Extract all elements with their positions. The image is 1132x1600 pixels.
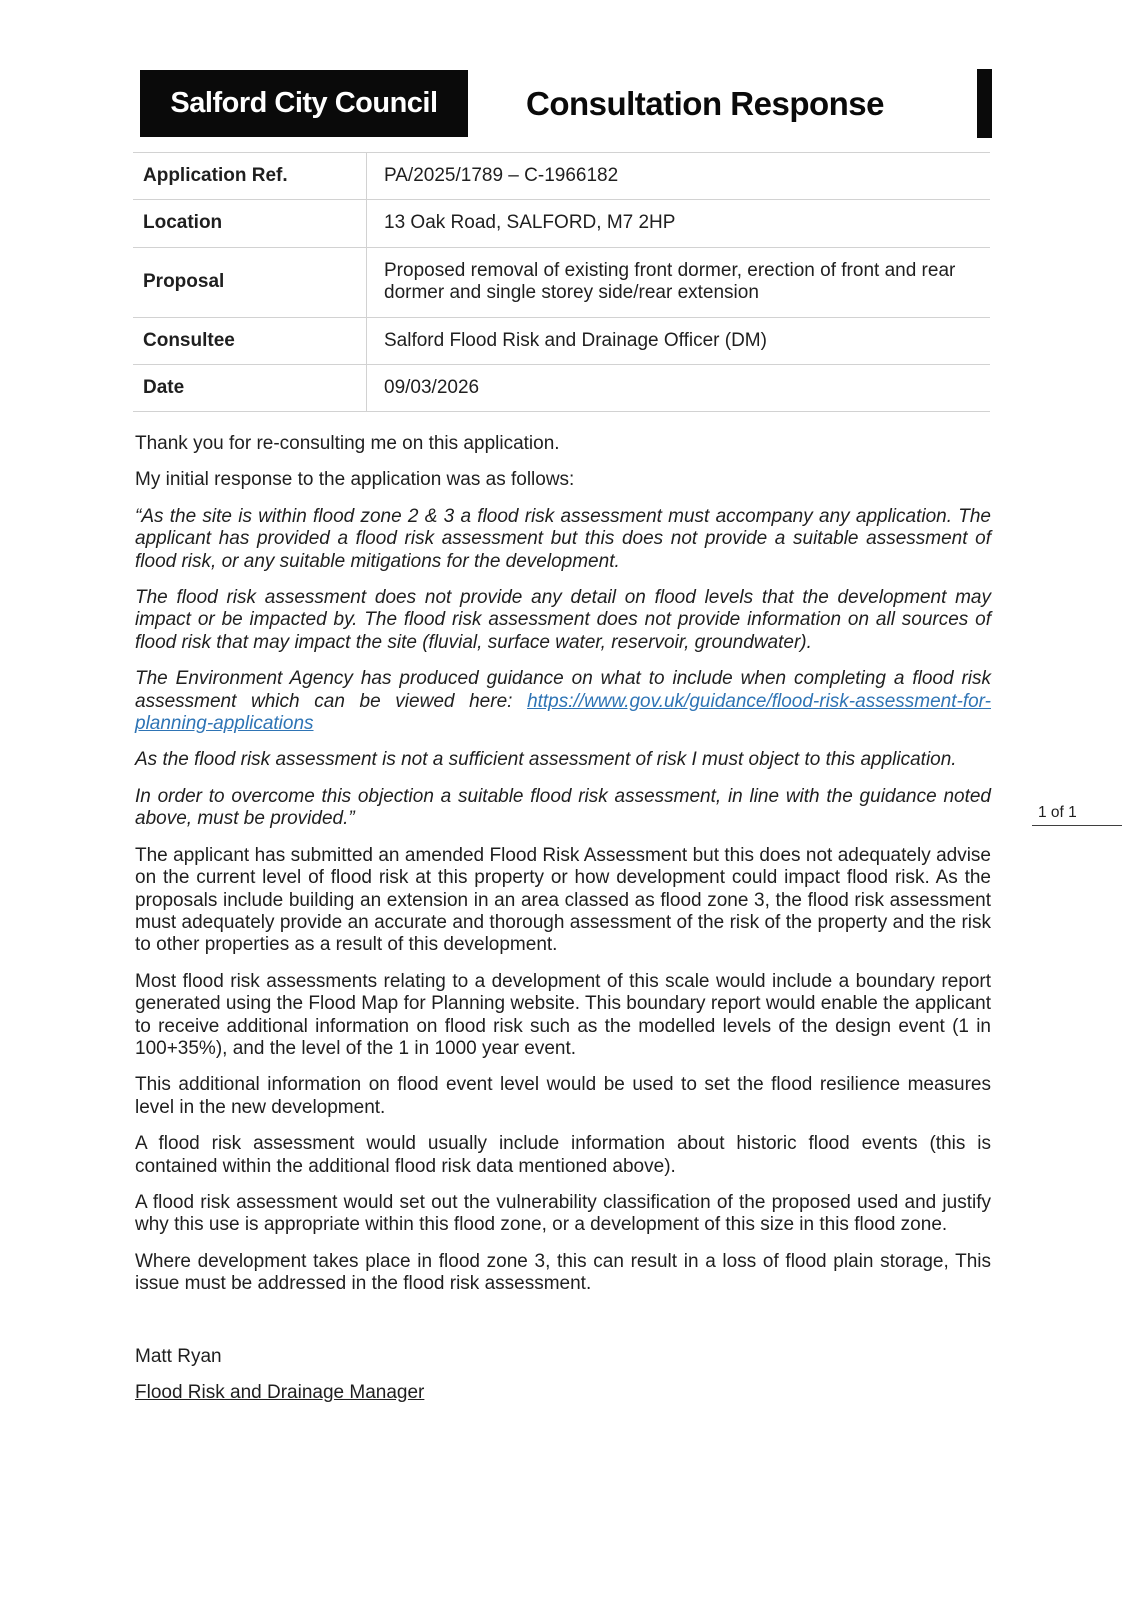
row-label-consultee: Consultee bbox=[133, 317, 367, 364]
body-paragraph: The Environment Agency has produced guidance on what to include when completing a flood risk assessment which can be viewed here: https://www.gov.uk/guidance/flood-risk-assessment-for-planning-applications bbox=[135, 668, 991, 735]
row-value-location: 13 Oak Road, SALFORD, M7 2HP bbox=[367, 200, 991, 247]
table-row bbox=[133, 200, 990, 247]
page-title: Consultation Response bbox=[525, 84, 885, 122]
row-label-proposal: Proposal bbox=[133, 247, 367, 317]
council-logo bbox=[140, 70, 468, 137]
table-row bbox=[133, 365, 990, 412]
body-paragraph: This additional information on flood event level would be used to set the flood resilience measures level in the new development. bbox=[135, 1074, 991, 1118]
body-paragraph: “As the site is within flood zone 2 & 3 a flood risk assessment must accompany any application. The applicant has provided a flood risk assessment but this does not provide a suitable assessment of flood risk, or any suitable mitigations for the development. bbox=[135, 505, 991, 572]
body-paragraphs bbox=[135, 433, 991, 1418]
body-paragraph: Where development takes place in flood zone 3, this can result in a loss of flood plain storage, This issue must be addressed in the flood risk assessment. bbox=[135, 1250, 991, 1295]
signature-name: Matt Ryan bbox=[135, 1345, 222, 1367]
signature-role: Flood Risk and Drainage Manager bbox=[135, 1382, 425, 1403]
body-paragraph: My initial response to the application was as follows: bbox=[135, 469, 575, 491]
body-paragraph: As the flood risk assessment is not a sufficient assessment of risk I must object to this application. bbox=[135, 749, 957, 771]
body-paragraph: The applicant has submitted an amended Flood Risk Assessment but this does not adequately advise on the current level of flood risk at this property or how development could impact flood risk. As the proposals include building an extension in an area classed as flood zone 3, the flood risk assessment must adequately provide an accurate and thorough assessment of the risk of the property and the risk to other properties as a result of this development. bbox=[135, 844, 991, 956]
body-paragraph: A flood risk assessment would set out the vulnerability classification of the proposed used and justify why this use is appropriate within this flood zone, or a development of this size in this flood zone. bbox=[135, 1191, 991, 1236]
table-row bbox=[133, 247, 990, 317]
row-label-location: Location bbox=[133, 200, 367, 247]
row-value-consultee: Salford Flood Risk and Drainage Officer (DM) bbox=[367, 317, 991, 364]
row-value-application-ref: PA/2025/1789 – C-1966182 bbox=[367, 153, 991, 200]
row-value-date: 09/03/2026 bbox=[367, 365, 991, 412]
body-paragraph: In order to overcome this objection a suitable flood risk assessment, in line with the guidance noted above, must be provided.” bbox=[135, 785, 991, 830]
application-info-table bbox=[133, 152, 990, 412]
header-accent-bar bbox=[977, 69, 992, 138]
body-paragraph: Thank you for re-consulting me on this application. bbox=[135, 433, 560, 454]
body-paragraph: A flood risk assessment would usually include information about historic flood events (this is contained within the additional flood risk data mentioned above). bbox=[135, 1133, 991, 1177]
table-row bbox=[133, 317, 990, 364]
page-number: 1 of 1 bbox=[1032, 804, 1122, 826]
row-label-date: Date bbox=[133, 365, 367, 412]
table-row bbox=[133, 153, 990, 200]
row-value-proposal: Proposed removal of existing front dormer, erection of front and rear dormer and single storey side/rear extension bbox=[367, 247, 991, 317]
body-paragraph: The flood risk assessment does not provide any detail on flood levels that the development may impact or be impacted by. The flood risk assessment does not provide information on all sources of flood risk that may impact the site (fluvial, surface water, reservoir, groundwater). bbox=[135, 587, 991, 653]
row-label-application-ref: Application Ref. bbox=[133, 153, 367, 200]
council-logo-text: Salford City Council bbox=[170, 87, 438, 119]
guidance-link[interactable]: https://www.gov.uk/guidance/flood-risk-assessment-for-planning-applications bbox=[135, 690, 991, 735]
body-paragraph: Most flood risk assessments relating to a development of this scale would include a boundary report generated using the Flood Map for Planning website. This boundary report would enable the applicant to receive additional information on flood risk such as the modelled levels of the design event (1 in 100+35%), and the level of the 1 in 1000 year event. bbox=[135, 970, 991, 1059]
